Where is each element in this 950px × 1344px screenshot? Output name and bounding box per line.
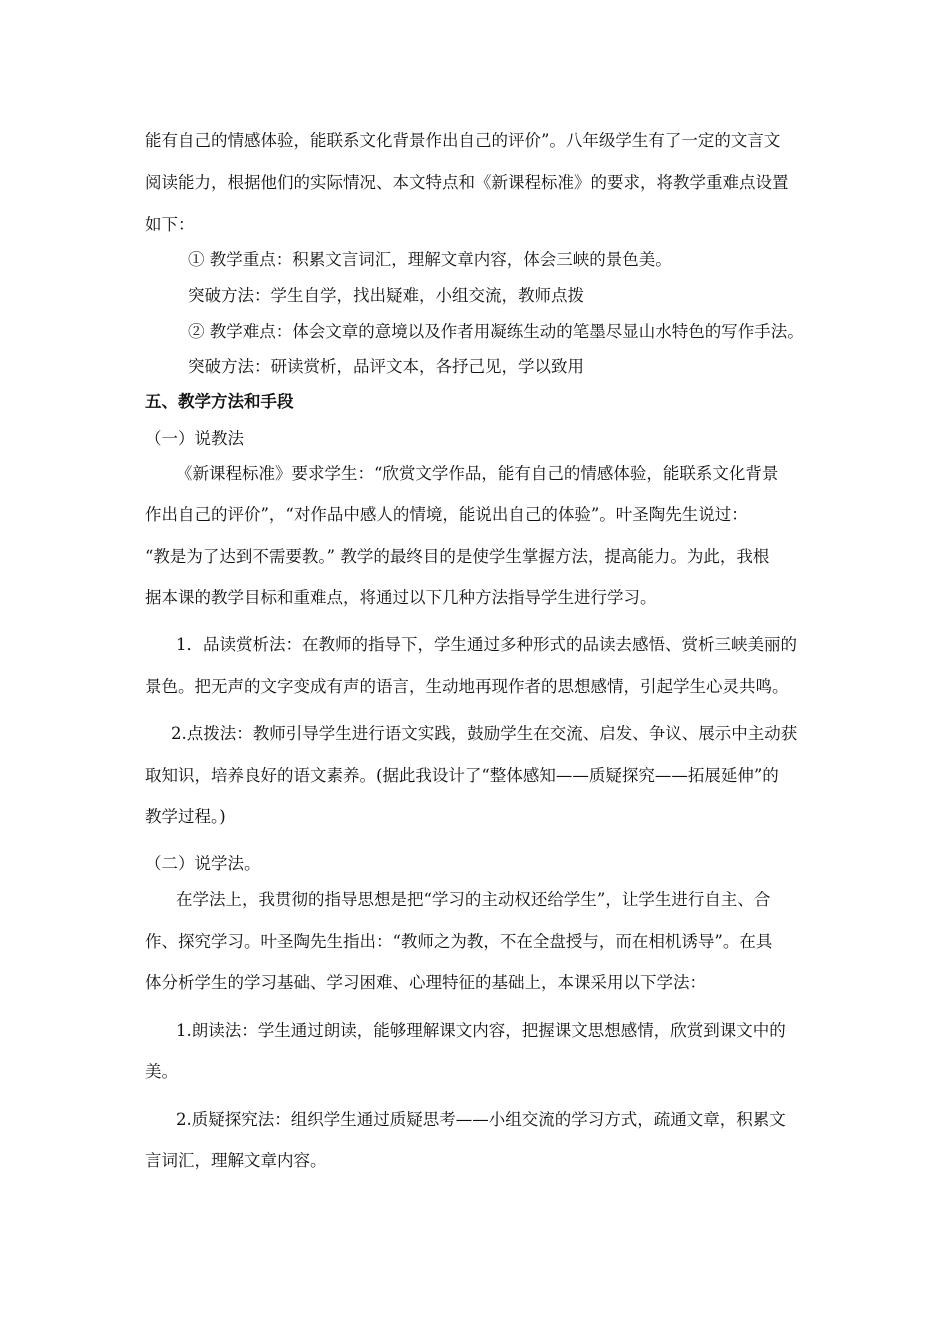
text-line: 在学法上，我贯彻的指导思想是把“学习的主动权还给学生”，让学生进行自主、合	[176, 890, 771, 909]
text-line: ① 教学重点：积累文言词汇，理解文章内容，体会三峡的景色美。	[188, 250, 672, 269]
text-line: 1．品读赏析法：在教师的指导下，学生通过多种形式的品读去感悟、赏析三峡美丽的	[176, 635, 797, 654]
section-heading: 五、教学方法和手段	[145, 392, 294, 411]
text-line: 突破方法：研读赏析，品评文本，各抒己见，学以致用	[188, 357, 584, 376]
text-line: 阅读能力，根据他们的实际情况、本文特点和《新课程标准》的要求，将教学重难点设置	[145, 173, 789, 192]
text-line: 体分析学生的学习基础、学习困难、心理特征的基础上，本课采用以下学法：	[145, 973, 706, 992]
text-line: 1.朗读法：学生通过朗读，能够理解课文内容，把握课文思想感情，欣赏到课文中的	[176, 1021, 786, 1040]
text-line: 2.质疑探究法：组织学生通过质疑思考——小组交流的学习方式，疏通文章，积累文	[176, 1110, 786, 1129]
text-line: 能有自己的情感体验，能联系文化背景作出自己的评价”。八年级学生有了一定的文言文	[145, 131, 781, 150]
text-line: 取知识，培养良好的语文素养。(据此我设计了“整体感知——质疑探究——拓展延伸”的	[145, 766, 779, 785]
text-line: 2.点拨法：教师引导学生进行语文实践，鼓励学生在交流、启发、争议、展示中主动获	[171, 724, 798, 743]
text-line: 突破方法：学生自学，找出疑难，小组交流，教师点拨	[188, 286, 584, 305]
text-line: 教学过程。)	[145, 807, 226, 826]
text-line: 作出自己的评价”，“对作品中感人的情境，能说出自己的体验”。叶圣陶先生说过：	[145, 505, 748, 524]
text-line: “教是为了达到不需要教。” 教学的最终目的是使学生掌握方法，提高能力。为此，我根	[145, 547, 770, 566]
text-line: 美。	[145, 1062, 178, 1081]
text-line: 景色。把无声的文字变成有声的语言，生动地再现作者的思想感情，引起学生心灵共鸣。	[145, 677, 789, 696]
text-line: ② 教学难点：体会文章的意境以及作者用凝练生动的笔墨尽显山水特色的写作手法。	[188, 322, 804, 341]
subsection-heading: （二）说学法。	[145, 854, 261, 873]
text-line: 《新课程标准》要求学生：“欣赏文学作品，能有自己的情感体验，能联系文化背景	[176, 464, 779, 483]
text-line: 言词汇，理解文章内容。	[145, 1151, 327, 1170]
text-line: 如下：	[145, 215, 195, 234]
text-line: 作、探究学习。叶圣陶先生指出：“教师之为教，不在全盘授与，而在相机诱导”。在具	[145, 932, 773, 951]
subsection-heading: （一）说教法	[145, 429, 244, 448]
text-line: 据本课的教学目标和重难点，将通过以下几种方法指导学生进行学习。	[145, 588, 657, 607]
